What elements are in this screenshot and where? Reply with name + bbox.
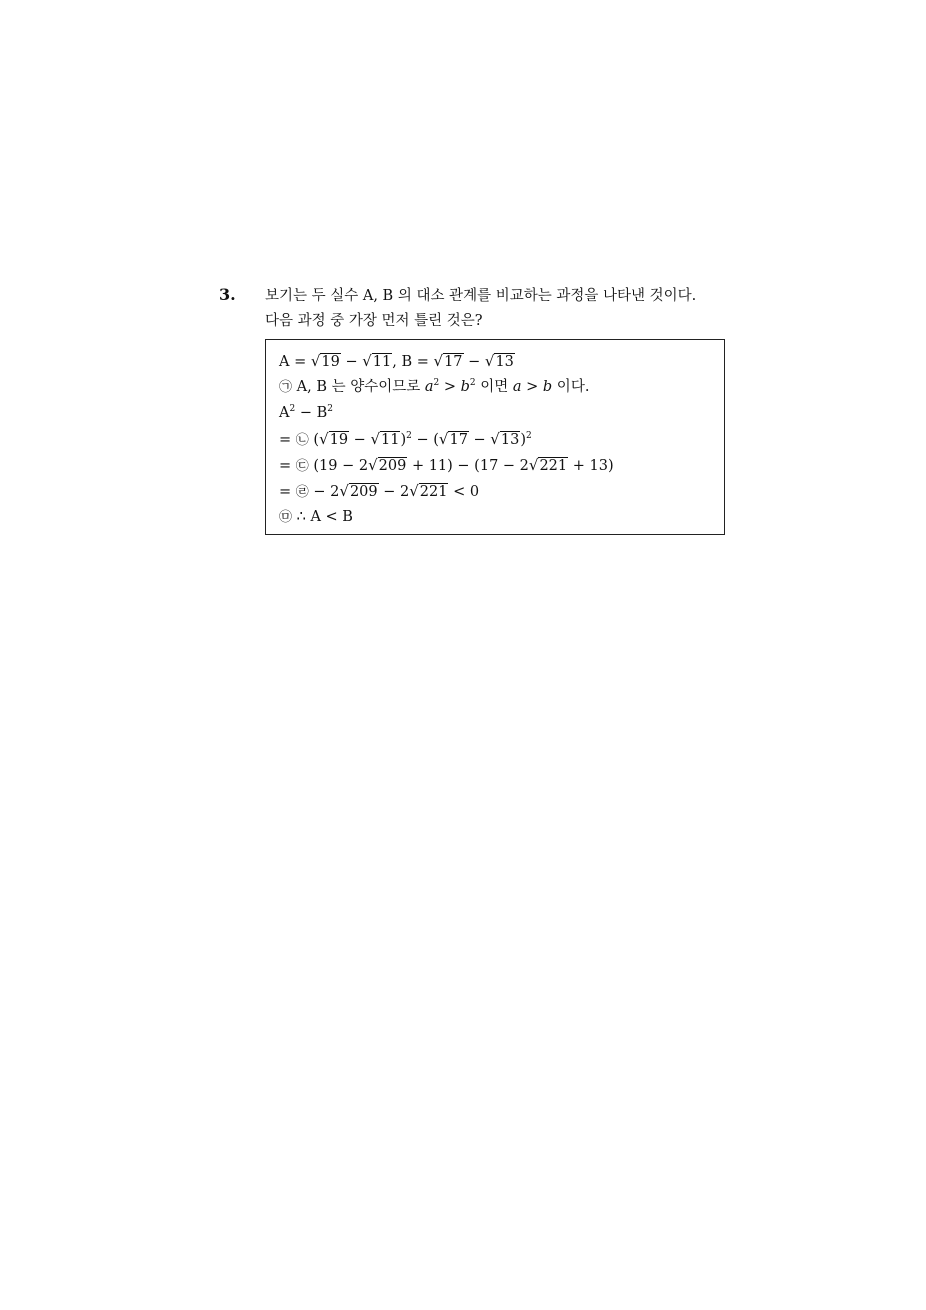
radicand: 221 [539, 458, 568, 474]
text: , B = [392, 354, 434, 370]
text: > [439, 379, 461, 395]
radicand: 13 [500, 432, 520, 448]
question-number: 3. [219, 285, 236, 304]
sqrt-17: √17 [438, 430, 468, 448]
text: 이면 [475, 379, 513, 395]
sqrt-209: √209 [339, 482, 378, 500]
sqrt-11: √11 [362, 352, 392, 370]
box-line-definition [279, 351, 515, 372]
radicand: 19 [321, 354, 340, 370]
box-line-step-3 [279, 455, 614, 477]
sqrt-19: √19 [310, 352, 340, 370]
text: = [279, 458, 296, 474]
radicand: 17 [444, 354, 463, 370]
text: − 2 [378, 484, 410, 500]
text: − ( [411, 432, 439, 448]
exponent: 2 [469, 378, 476, 388]
sqrt-17: √17 [433, 352, 463, 370]
exponent: 2 [433, 378, 440, 388]
text: + 11) − (17 − 2 [407, 458, 529, 474]
text: − [340, 354, 363, 370]
radicand: 19 [329, 432, 349, 448]
text: ) [400, 432, 407, 448]
box-line-step-1 [279, 377, 589, 398]
box-line-step-4 [279, 481, 479, 503]
text: A, B 는 양수이므로 [292, 379, 425, 395]
text: ) [520, 432, 526, 448]
text: A = [279, 354, 311, 370]
radicand: 17 [449, 432, 468, 448]
sqrt-13: √13 [484, 352, 514, 370]
sqrt-209: √209 [368, 456, 407, 474]
step-marker: ㉡ [295, 433, 309, 448]
step-marker: ㉠ [279, 380, 293, 395]
var: a [424, 379, 434, 395]
step-marker: ㉢ [295, 459, 309, 474]
exponent: 2 [327, 404, 333, 414]
text: 이다. [552, 379, 590, 395]
radicand: 221 [419, 484, 448, 500]
question-stem [265, 284, 745, 334]
sqrt-221: √221 [409, 482, 448, 500]
stem-line-1: 보기는 두 실수 A, B 의 대소 관계를 비교하는 과정을 나타낸 것이다. [265, 288, 697, 304]
exponent: 2 [289, 404, 296, 414]
sqrt-13: √13 [490, 430, 520, 448]
box-line-squares [279, 403, 333, 423]
var: b [542, 379, 553, 395]
text: > [521, 379, 543, 395]
box-line-step-2 [279, 429, 532, 451]
text: < 0 [448, 484, 480, 500]
radicand: 13 [495, 354, 514, 370]
text: − 2 [308, 484, 340, 500]
text: ( [308, 432, 320, 448]
text: = [279, 432, 296, 448]
text: − B [295, 405, 328, 421]
step-marker: ㉤ [279, 510, 293, 525]
text: (19 − 2 [308, 458, 369, 474]
box-line-step-5 [279, 507, 353, 528]
text: A [279, 405, 290, 421]
exponent: 2 [406, 431, 412, 441]
exponent: 2 [525, 431, 532, 441]
radicand: 11 [381, 432, 400, 448]
var: b [460, 379, 470, 395]
var: a [512, 379, 522, 395]
example-box [265, 339, 725, 535]
text: − [468, 432, 491, 448]
sqrt-221: √221 [528, 456, 568, 474]
step-marker: ㉣ [295, 485, 309, 500]
sqrt-19: √19 [319, 430, 349, 448]
radicand: 209 [349, 484, 378, 500]
radicand: 11 [372, 354, 392, 370]
text: − [349, 432, 371, 448]
sqrt-11: √11 [370, 430, 400, 448]
text: − [463, 354, 485, 370]
text: ∴ A < B [292, 509, 353, 525]
text: + 13) [568, 458, 614, 474]
text: = [279, 484, 296, 500]
radicand: 209 [378, 458, 407, 474]
stem-line-2: 다음 과정 중 가장 먼저 틀린 것은? [265, 313, 483, 329]
